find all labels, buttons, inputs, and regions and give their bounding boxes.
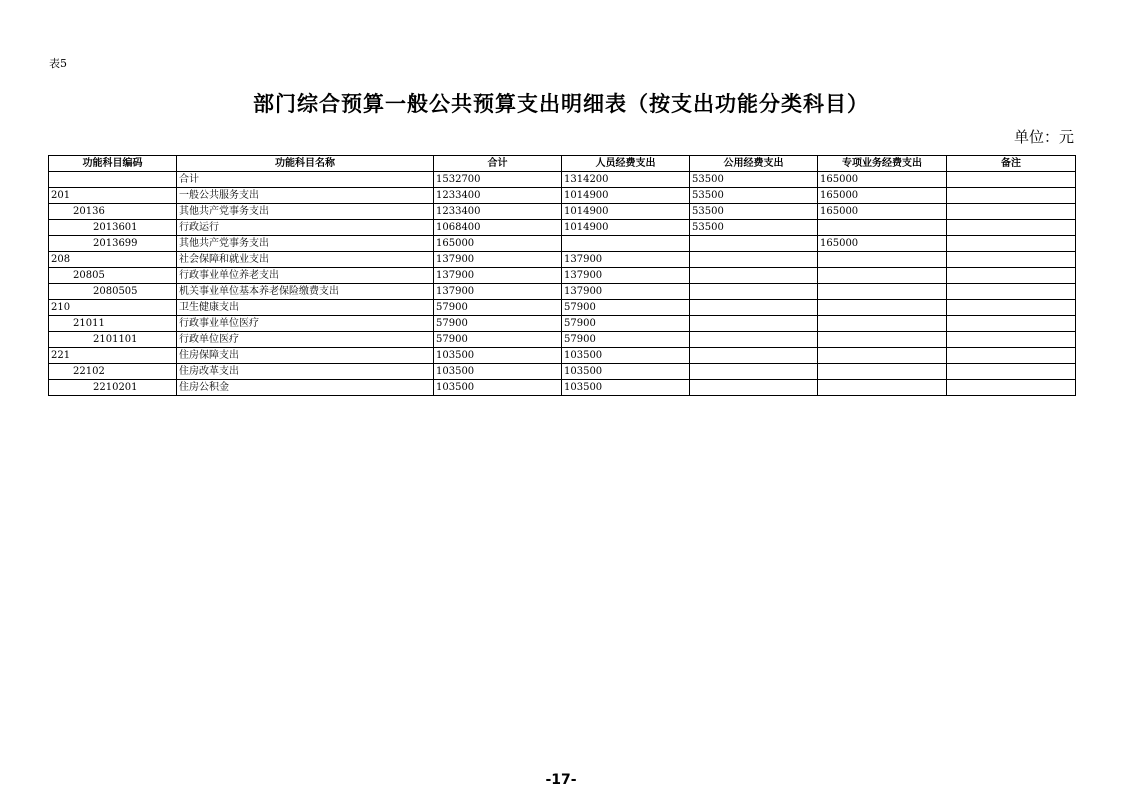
cell-special bbox=[818, 364, 947, 380]
cell-remark bbox=[947, 172, 1076, 188]
page-number: -17- bbox=[545, 772, 577, 788]
cell-personnel: 1014900 bbox=[562, 188, 690, 204]
cell-code bbox=[49, 172, 177, 188]
cell-special bbox=[818, 300, 947, 316]
table-row bbox=[49, 268, 1076, 284]
cell-remark bbox=[947, 252, 1076, 268]
cell-name: 住房保障支出 bbox=[177, 348, 434, 364]
cell-public bbox=[690, 332, 818, 348]
table-row bbox=[49, 316, 1076, 332]
cell-public bbox=[690, 252, 818, 268]
table-row bbox=[49, 236, 1076, 252]
cell-name: 住房改革支出 bbox=[177, 364, 434, 380]
cell-remark bbox=[947, 220, 1076, 236]
column-header-name: 功能科目名称 bbox=[177, 156, 434, 172]
cell-code: 2013699 bbox=[49, 236, 177, 252]
cell-code: 210 bbox=[49, 300, 177, 316]
cell-remark bbox=[947, 300, 1076, 316]
cell-special bbox=[818, 284, 947, 300]
column-header-code: 功能科目编码 bbox=[49, 156, 177, 172]
cell-remark bbox=[947, 284, 1076, 300]
cell-personnel: 137900 bbox=[562, 284, 690, 300]
cell-code: 20805 bbox=[49, 268, 177, 284]
cell-code: 2101101 bbox=[49, 332, 177, 348]
table-number: 表5 bbox=[49, 57, 67, 70]
cell-personnel: 137900 bbox=[562, 252, 690, 268]
cell-remark bbox=[947, 268, 1076, 284]
cell-code: 201 bbox=[49, 188, 177, 204]
cell-name: 其他共产党事务支出 bbox=[177, 204, 434, 220]
cell-special bbox=[818, 348, 947, 364]
cell-public: 53500 bbox=[690, 204, 818, 220]
cell-total: 103500 bbox=[434, 380, 562, 396]
cell-name: 其他共产党事务支出 bbox=[177, 236, 434, 252]
cell-total: 1068400 bbox=[434, 220, 562, 236]
cell-special: 165000 bbox=[818, 172, 947, 188]
cell-name: 一般公共服务支出 bbox=[177, 188, 434, 204]
table-row bbox=[49, 204, 1076, 220]
page-title: 部门综合预算一般公共预算支出明细表（按支出功能分类科目） bbox=[253, 92, 869, 116]
cell-special: 165000 bbox=[818, 188, 947, 204]
cell-remark bbox=[947, 316, 1076, 332]
cell-name: 机关事业单位基本养老保险缴费支出 bbox=[177, 284, 434, 300]
table-row bbox=[49, 300, 1076, 316]
cell-remark bbox=[947, 364, 1076, 380]
cell-special: 165000 bbox=[818, 204, 947, 220]
cell-public bbox=[690, 364, 818, 380]
cell-public bbox=[690, 380, 818, 396]
cell-code: 208 bbox=[49, 252, 177, 268]
table-row bbox=[49, 364, 1076, 380]
cell-code: 21011 bbox=[49, 316, 177, 332]
table-row bbox=[49, 284, 1076, 300]
cell-total: 57900 bbox=[434, 300, 562, 316]
cell-total: 137900 bbox=[434, 268, 562, 284]
cell-personnel: 1014900 bbox=[562, 220, 690, 236]
cell-code: 22102 bbox=[49, 364, 177, 380]
column-header-remark: 备注 bbox=[947, 156, 1076, 172]
cell-public: 53500 bbox=[690, 220, 818, 236]
cell-remark bbox=[947, 188, 1076, 204]
cell-special bbox=[818, 252, 947, 268]
cell-special bbox=[818, 268, 947, 284]
cell-name: 行政单位医疗 bbox=[177, 332, 434, 348]
column-header-total: 合计 bbox=[434, 156, 562, 172]
cell-public bbox=[690, 236, 818, 252]
table-body bbox=[49, 172, 1076, 396]
cell-code: 2080505 bbox=[49, 284, 177, 300]
cell-total: 103500 bbox=[434, 348, 562, 364]
cell-personnel: 137900 bbox=[562, 268, 690, 284]
cell-special bbox=[818, 332, 947, 348]
cell-personnel: 1014900 bbox=[562, 204, 690, 220]
cell-special bbox=[818, 220, 947, 236]
cell-name: 合计 bbox=[177, 172, 434, 188]
cell-name: 行政事业单位医疗 bbox=[177, 316, 434, 332]
cell-personnel: 103500 bbox=[562, 380, 690, 396]
cell-name: 行政事业单位养老支出 bbox=[177, 268, 434, 284]
cell-name: 社会保障和就业支出 bbox=[177, 252, 434, 268]
cell-remark bbox=[947, 380, 1076, 396]
column-header-special: 专项业务经费支出 bbox=[818, 156, 947, 172]
cell-code: 221 bbox=[49, 348, 177, 364]
cell-special bbox=[818, 316, 947, 332]
cell-remark bbox=[947, 348, 1076, 364]
cell-public bbox=[690, 300, 818, 316]
table-header-row bbox=[49, 156, 1076, 172]
cell-public bbox=[690, 316, 818, 332]
cell-public: 53500 bbox=[690, 188, 818, 204]
cell-total: 165000 bbox=[434, 236, 562, 252]
column-header-personnel: 人员经费支出 bbox=[562, 156, 690, 172]
table-row bbox=[49, 188, 1076, 204]
table-row bbox=[49, 332, 1076, 348]
cell-code: 2013601 bbox=[49, 220, 177, 236]
unit-label: 单位：元 bbox=[1013, 128, 1074, 146]
cell-personnel: 1314200 bbox=[562, 172, 690, 188]
cell-remark bbox=[947, 332, 1076, 348]
cell-personnel: 57900 bbox=[562, 332, 690, 348]
cell-remark bbox=[947, 204, 1076, 220]
column-header-public: 公用经费支出 bbox=[690, 156, 818, 172]
table-row bbox=[49, 348, 1076, 364]
cell-public: 53500 bbox=[690, 172, 818, 188]
table-row bbox=[49, 380, 1076, 396]
cell-personnel bbox=[562, 236, 690, 252]
cell-public bbox=[690, 268, 818, 284]
cell-special: 165000 bbox=[818, 236, 947, 252]
cell-total: 1233400 bbox=[434, 188, 562, 204]
cell-special bbox=[818, 380, 947, 396]
table-row bbox=[49, 172, 1076, 188]
cell-total: 137900 bbox=[434, 284, 562, 300]
cell-personnel: 103500 bbox=[562, 348, 690, 364]
cell-total: 137900 bbox=[434, 252, 562, 268]
cell-code: 20136 bbox=[49, 204, 177, 220]
cell-public bbox=[690, 284, 818, 300]
cell-remark bbox=[947, 236, 1076, 252]
cell-total: 57900 bbox=[434, 316, 562, 332]
cell-total: 57900 bbox=[434, 332, 562, 348]
cell-total: 103500 bbox=[434, 364, 562, 380]
budget-table bbox=[48, 155, 1076, 396]
cell-public bbox=[690, 348, 818, 364]
cell-name: 住房公积金 bbox=[177, 380, 434, 396]
table-row bbox=[49, 252, 1076, 268]
cell-name: 卫生健康支出 bbox=[177, 300, 434, 316]
cell-total: 1532700 bbox=[434, 172, 562, 188]
cell-personnel: 57900 bbox=[562, 300, 690, 316]
cell-total: 1233400 bbox=[434, 204, 562, 220]
cell-personnel: 57900 bbox=[562, 316, 690, 332]
table-row bbox=[49, 220, 1076, 236]
cell-name: 行政运行 bbox=[177, 220, 434, 236]
cell-personnel: 103500 bbox=[562, 364, 690, 380]
cell-code: 2210201 bbox=[49, 380, 177, 396]
